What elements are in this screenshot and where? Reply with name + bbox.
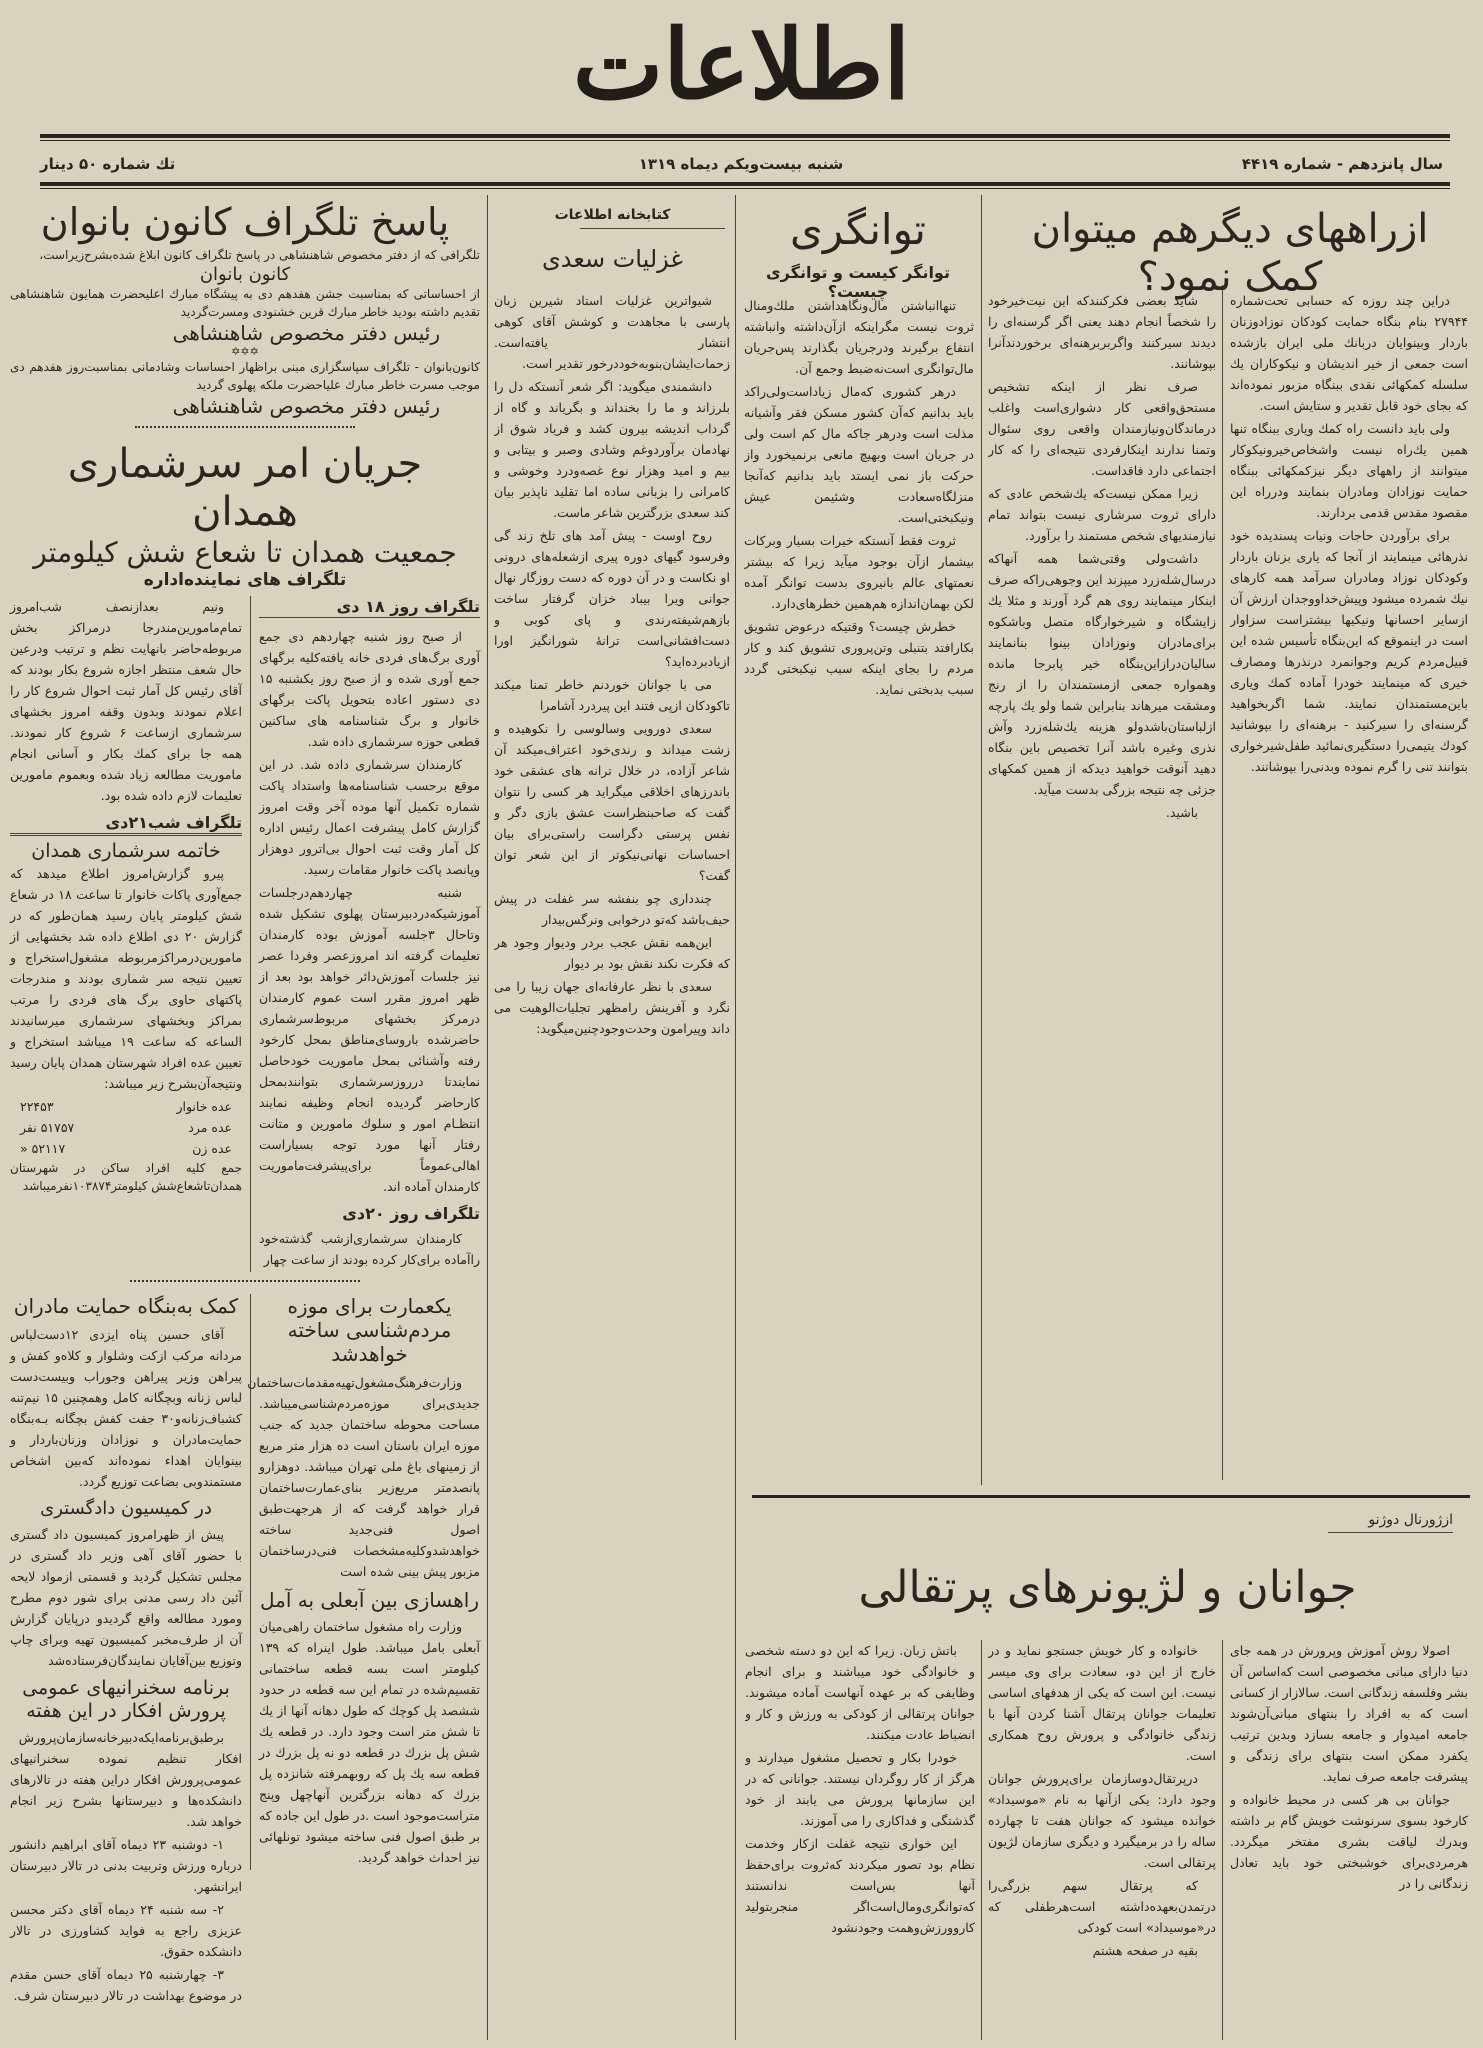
article-hamadan-census xyxy=(10,440,480,1272)
section-title: تلگراف روز ۱۸ دی xyxy=(259,596,480,618)
section-title: خاتمه سرشماری همدان xyxy=(31,840,221,863)
paragraph: برطبق‌برنامه‌ایکه‌دبیرخانه‌سازمان‌پرورش افکار تنظیم نموده سخنرانیهای عمومی‌پرورش افکار دراین هفته در تالارهای دانشکده‌ها و دبیرستانها بشرح زیر انجام خواهد شد. xyxy=(10,1729,242,1829)
headline: توانگری xyxy=(790,205,926,254)
paragraph: خودرا بکار و تحصیل مشغول میدارند و هرگز از کار روگردان نیستند. جوانانی که در این سازمانها پرورش می یابند از خود گذشتگی و فداکاری را می آموزند. xyxy=(745,1750,975,1828)
paragraph: درپرتقال‌دوسازمان برای‌پرورش جوانان وجود دارد: یکی ازآنها به نام «موسیداد» خوانده میشود که جوانان هفت تا چهارده ساله را در برمیگیرد و دیگری سازمان لژیون پرتقالی است. xyxy=(988,1771,1216,1870)
article-column xyxy=(250,596,480,1272)
paragraph: باشید. xyxy=(1165,805,1198,820)
issue-date: شنبه بیست‌ویکم دیماه ۱۳۱۹ xyxy=(638,155,844,173)
paragraph: که پرتقال سهم بزرگی‌را درتمدن‌بعهده‌داشته است‌هرطفلی که در«موسیداد» است کودکی xyxy=(988,1878,1216,1935)
addressee: کانون بانوان xyxy=(199,263,291,285)
paragraph: دراین چند روزه که حسابی تحت‌شماره ۲۷۹۴۴ بنام بنگاه حمایت کودکان نوزادوزنان باردار وبینوایان دربانك ملی ایران بازشده است جمعی از خیر اندیشان و نیکوکاران یك سلسله کمکهائی نقدی ببنگاه مزبور نموده‌اند که بجای خود قابل تقدیر و ستایش است. xyxy=(1230,293,1468,413)
headline: ازراههای دیگرهم میتوان کمک نمود؟ xyxy=(1031,206,1429,300)
paragraph: بقیه در صفحه هشتم xyxy=(1092,1943,1198,1958)
paragraph: ونیم بعدازنصف شب‌امروز تمام‌مامورین‌مندرجا درمراکز بخش مربوطه‌حاضر بانهایت نظم و ترتیب ودرعین حال شعف منتظر اجازه شروع بکار بودند که آقای رئیس کل آمار ثبت احوال شروع کار را اعلام نمودند وبدون وقفه امروز بخشهای سرشماری ازساعت ۶ شروع کار نمودند. همه جا برای کمك بکار و آسانی انجام ماموریت مطالعه زیاد شده وبعموم مامورین تعلیمات لازم داده شده بود. xyxy=(10,599,242,804)
telegram-body xyxy=(259,626,480,1197)
paragraph: خطرش چیست؟ وقتیکه درعوض تشویق بکارافتد بتنبلی وتن‌پروری تشویق کند و کار مردم را بجای اینکه سبب نیکبختی گردد سبب بدبختی نماید. xyxy=(744,619,974,697)
paragraph: اصولا روش آموزش وپرورش در همه جای دنیا دارای مبانی مخصوصی است که‌اساس آن بشر وفلسفه زندگانی است. سالازار از کسانی است که به افراد را بنتهای مبانی‌آن‌شوند جامعه امیدوار و جامعه بسازد وبدین ترتیب یکفرد ممکن است بنتهای برای زندگی و پیشرفت جامعه صرف نماید. xyxy=(1230,1643,1468,1784)
stat-label: عده زن xyxy=(192,1141,232,1157)
paragraph: درهر کشوری که‌مال زیاداست‌ولی‌راکد باید بدانیم که‌آن کشور مسکن فقر وآشیانه مذلت است ودرهر جاکه مال کم است ولی در جریان است وبهیچ مانعی برنمیخورد واز حرکت باز نمی ایستد باید بدانیم که‌آنجا منزلگاه‌سعادت وشئیمن عیش ونیکبختی‌است. xyxy=(744,384,974,525)
paragraph: شیواترین غزلیات استاد شیرین زبان پارسی با مجاهدت و کوشش آقای کوهی انتشار یافته‌است. زحمات‌ایشان‌بنوبه‌خوددرخور تقدیر است. xyxy=(494,293,730,371)
bottom-left-columns xyxy=(10,1294,480,2007)
stat-row xyxy=(10,1117,242,1138)
headline: جریان امر سرشماری همدان xyxy=(67,441,423,536)
separator: ✡✡✡ xyxy=(231,345,259,359)
telegram-body xyxy=(10,596,242,806)
census-stats xyxy=(10,1096,242,1159)
stat-label: عده خانوار xyxy=(176,1099,232,1115)
column-divider xyxy=(981,195,982,1485)
paragraph: پیرو گزارش‌امروز اطلاع میدهد که جمع‌آوری پاکات خانوار تا ساعت ۱۸ در شعاع شش کیلومتر پایان رسید همان‌طور که در گزارش ۲۰ دی اطلاع داده شد بخشهایی از مامورین‌درمراکزمربوطه مشغول‌استخراج و تعیین نتیجه سر شماری بودند و مندرجات پاکتهای حاوی برگ های فردی را مرتب بمراکز وبخشهای سرشماری میرسانیدند الساعه که ساعت ۱۹ میباشد استخراج و تعیین عده افراد شهرستان همدان پایان رسید ونتیجه‌آن‌بشرح زیر میباشد: xyxy=(10,866,243,1092)
paragraph: باتش زبان. زیرا که این دو دسته شخصی و خانوادگی خود میباشند و برای انجام وظایفی که بر عهده آنهاست آماده میشوند. جوانان پرتقالی از کودکی به ورزش و کار و انضباط عادت میکنند. xyxy=(745,1643,975,1742)
article-body xyxy=(259,1616,480,1868)
byline: تلگراف های نماینده‌اداره xyxy=(143,569,347,590)
paragraph: تنهاانباشتن مال‌ونگاهداشتن ملك‌ومنال ثروت نیست مگراینکه ازآن‌داشته وانباشته انتفاع برگیرند ودرجریان بگذارند پس‌جریان مال‌توانگری است‌نه‌ضبط وجمع آن. xyxy=(744,298,974,376)
paragraph: پیش از ظهرامروز کمیسیون داد گستری با حضور آقای آهی وزیر داد گستری در مجلس تشکیل گردید و قسمتی ازمواد لایحه آئین داد رسی مدنی برای شور دوم مطرح ومورد مطالعه واقع گردیدو درپایان گزارش آن از طرف‌مخبر کمیسیون تهیه وبرای چاپ وتوزیع بین‌آقایان نمایندگان‌فرستاده‌شد xyxy=(10,1526,242,1668)
stat-row xyxy=(10,1138,242,1159)
telegram-body: از احساساتی که بمناسبت جشن هفدهم دی به پیشگاه مبارك اعلیحضرت همایون شاهنشاهی تقدیم داشته بودید خاطر مبارك قرین خشنودی ومسرت‌گردید xyxy=(10,287,480,320)
article-column xyxy=(745,1640,975,2040)
column-divider xyxy=(735,195,736,2040)
paragraph: دانشمندی میگوید: اگر شعر آنستکه دل را بلرزاند و ما را بخنداند و بگریاند و گاه از گرداب اندیشه بیرون کشد و فریاد شوق از نهادمان برآوردوغم وشادی وصبر و بیتابی و بیم و امید وهزار نوع غصه‌ودرد وخوشی و کامرانی را بزبانی ساده اما تقلید ناپذیر بیان کند سعدی بزرگترین شاعر ماست. xyxy=(494,379,730,520)
stat-label: عده مرد xyxy=(188,1120,232,1136)
column-divider xyxy=(1222,1640,1223,2040)
headline: برنامه سخنرانیهای عمومی پرورش افکار در این هفته xyxy=(22,1676,230,1722)
article-column xyxy=(10,596,250,1195)
census-total: جمع کلیه افراد ساکن در شهرستان همدان‌تاشعاع‌شش کیلومتر۱۰۳۸۷۴نفرمیباشد xyxy=(10,1161,242,1194)
issue-number: سال پانزدهم - شماره ۴۴۱۹ xyxy=(1241,155,1443,173)
paragraph: خانواده و کار خویش جستجو نماید و در خارج از این دو، سعادت برای وی میسر نیست. این است که یکی از هدفهای اساسی تعلیمات جوانان پرتقال آشنا کردن آنها با زندگی خانوادگی و پرورش روح همکاری است. xyxy=(988,1643,1216,1763)
article-mothers-justice-lectures xyxy=(10,1294,250,2007)
telegram-body xyxy=(259,1228,480,1270)
paragraph: شنبه چهاردهم‌درجلسات آموزشیکه‌دردبیرستان پهلوی تشکیل شده وتاحال ۳جلسه آموزش بوده کارمندان تعلیمات گرفته اند امروزعصر وفردا عصر نیز جلسات آموزش‌دائر خواهد بود بعد از ظهر امروز مقرر است عموم کارمندان درمرکز بخشهای مربوط‌سرشماری حاضرشده باروسای‌مناطق بمحل کارخود رفته وآشنائی بمحل ماموریت خودحاصل نمایندتا درروزسرشماری بتوانند‌بمحل کارحاضر گردیده انجام وظیفه نمایند انتظـام امور و سلوك مامورین و متانت رفتار آنها مورد توجه بسیاراست اهالی‌عموماً برای‌پیشرفت‌ماموریت کارمندان آماده اند. xyxy=(259,885,480,1195)
article-women-telegram xyxy=(10,200,480,418)
paragraph: ۲- سه شنبه ۲۴ دیماه آقای دکتر محسن عزیزی راجع به فواید کشاورزی در تالار دانشکده حقوق. xyxy=(10,1901,242,1959)
newspaper-logo: اطلاعات xyxy=(572,8,911,121)
article-body xyxy=(10,1524,242,1671)
article-body xyxy=(247,1372,480,1582)
paragraph: می با جوانان خوردنم خاطر تمنا میکند تاکودکان ازپی فتند این پیردرد آشامرا xyxy=(494,677,730,713)
article-column xyxy=(988,290,1216,1485)
subheadline: جمعیت همدان تا شعاع شش کیلومتر xyxy=(33,536,457,570)
census-columns xyxy=(10,596,480,1272)
signature: رئیس دفتر مخصوص شاهنشاهی xyxy=(172,321,440,346)
paragraph: ۱- دوشنبه ۲۳ دیماه آقای ابراهیم دانشور درباره ورزش وتربیت بدنی در تالار دبیرستان ایرانشهر. xyxy=(10,1836,242,1894)
article-column xyxy=(988,1640,1216,2040)
article-body xyxy=(10,1727,242,2006)
signature: رئیس دفتر مخصوص شاهنشاهی xyxy=(172,394,440,419)
column-divider xyxy=(981,1640,982,2040)
paragraph: ثروت فقط آنستکه خیرات بسیار وبرکات بیشمار ازآن بوجود میآید زیرا که بیشتر نعمتهای عالم بانیروی بدست توانگر آمده لکن بهمان‌اندازه هم‌همین خطرهای‌دارد. xyxy=(744,533,974,611)
issue-price: تك شماره ۵۰ دینار xyxy=(40,155,176,173)
paragraph: زیرا ممکن نیست‌که یك‌شخص عادی که دارای ثروت سرشاری نیست بتواند تمام نیازمندیهای شخص مستمند را برآورد. xyxy=(988,486,1216,543)
paragraph: آقای حسین پناه ایزدی ۱۲دست‌لباس مردانه مرکب ازکت وشلوار و کلاه‌و کفش و پیراهن وزیر پیراهن وجوراب وبیست‌دست لباس زنانه وبچگانه کامل وهمچنین ۱۵ نیم‌تنه کشباف‌زنانه‌و۳۰ جفت کفش بچگانه بـه‌بنگاه حمایت‌مادران و نوزادان وزنان‌باردار و بینوایان اهداء نموده‌اند که‌بین اشخاص مستمندوبی بضاعت توزیع گردد. xyxy=(10,1327,243,1490)
paragraph: وزارت راه مشغول ساختمان راهی‌میان آبعلی بامل میباشد. طول اینراه که ۱۳۹ کیلومتر است بسه قطعه ساختمانی تقسیم‌شده در تمام این سه قطعه در حدود ششصد پل کوچك که طول دهانه آنها از یك تا شش متر است وجود دارد. در قطعه یك شش پل بزرك در قطعه دو نه پل بزرك در قطعه سه یك پل که روبهمرفته شانزده پل بزرك که دهانه بزرگترین آنهاچهل وپنج متراست‌موجود است .در طول این جاده که بر طبق اصول فنی ساخته میشود تونلهائی نیز احداث خواهد گردید. xyxy=(259,1619,480,1866)
article-body xyxy=(10,1324,242,1492)
article-body xyxy=(744,295,974,1485)
telegram-body xyxy=(10,863,242,1094)
paragraph: روح اوست - پیش آمد های تلخ زند گی وفرسود گیهای دوره پیری ازشعله‌های درونی او نکاست و در آن دوره که دست روزگار نهال جوانی ویرا بیباد خزان گرفتار ساخت بازهم‌شیفته‌رندی و پای کوبی و دست‌افشانی‌است ترانهٔ شورانگیز اورا ازیادبرده‌اید؟ xyxy=(494,528,730,669)
headline: جوانان و لژیونرهای پرتقالی xyxy=(858,1562,1357,1613)
masthead-rule-top xyxy=(40,134,1450,141)
article-column xyxy=(1230,1640,1468,2040)
headline: در کمیسیون دادگستری xyxy=(40,1498,212,1520)
stat-value: ۵۲۱۱۷ « xyxy=(20,1141,66,1157)
paragraph: این‌همه نقش عجب بردر ودیوار وجود هر که فکرت نکند نقش بود بر دیوار xyxy=(494,935,730,971)
paragraph: برای برآوردن حاجات ونیات پسندیده خود نذرهائی مینمایند از آنجا که یاری بزنان باردار وکودکان نوزاد ومادران سرآمد همه کارهای نیك شمرده میشود وپیش‌خداووجدان ارزش آن ازسایر احسانها ونیکیها بیشتراست سزاوار است در اینموقع که این‌بنگاه تأسیس شده این قبیل‌مردم کریم وجوانمرد درنذرها ومصارف خیری که مینمایند خودرا آماده کمك ویاری باین‌مستمندان نمایند. شما اگربخواهید گرسنه‌ای را سیرکنید - برهنه‌ای را بپوشانید کودك یتیمی‌را دستگیری‌نمائید طفل‌شیرخواری بتوانند تنی را گرم نموده وبدنی‌را بپوشانند. xyxy=(1230,528,1468,774)
headline: یکعمارت برای موزه مردم‌شناسی ساخته خواهدشد xyxy=(287,1294,452,1367)
left-page-area xyxy=(10,200,480,2008)
ornamental-divider xyxy=(135,426,355,434)
paragraph: سعدی دورویی وسالوسی را نکوهیده و زشت میداند و رندی‌خود اعتراف‌میکند آن شاعر آزاده، در خلال ترانه های عشقی خود باندرزهای اخلاقی میگراید هر کسی را نتوان گفت که صاحبنظراست عشق بازی دگر و نفس پرستی دگراست راستی‌برای بیان احساسات نهانی‌نیکوتر از این شعر توان گفت؟ xyxy=(494,721,730,883)
article-body xyxy=(494,290,730,2040)
paragraph: چندداری چو بنفشه سر غفلت در پیش حیف‌باشد که‌تو درخوابی ونرگس‌بیدار xyxy=(494,891,730,927)
article-museum-road xyxy=(247,1294,480,1870)
telegram-body: کانون‌بانوان - تلگراف سپاسگزاری مبنی براظهار احساسات وشادمانی بمناسبت‌روز هفدهم دی موجب مسرت خاطر مبارك علیاحضرت ملکه پهلوی گردید xyxy=(10,360,480,393)
stat-row xyxy=(10,1096,242,1117)
section-kicker: ازژورنال دوژنو xyxy=(1328,1512,1453,1533)
paragraph: کارمندان سرشماری‌ازشب گذشته‌خود راآماده برای‌کار کرده بودند از ساعت چهار xyxy=(259,1231,480,1268)
section-title: تلگراف روز ۲۰دی xyxy=(342,1204,480,1224)
kicker-rule xyxy=(580,228,725,229)
stat-value: ۲۲۴۵۳ xyxy=(20,1099,54,1115)
paragraph: داشت‌ولی وقتی‌شما همه آنهاکه درسال‌شله‌زرد میپزند این وجوهی‌راکه صرف اینکار مینمایند روی هم گرد آورند و مثلا یك زایشگاه و شیرخوارگاه متصل وباشکوه برای‌مادران ونوزادان بینوا بنانمایند سالیان‌درازاین‌بنگاه خیر پابرجا مانده وهمواره جمعی ازمستمندان را از رنج ومشقت میرهاند بنابراین شما ولو یك پارچه ازلباستان‌باشدولو هزینه یك‌شله‌زرد وآش نذری وغیره باشد آنرا تخصیص باین بنگاه دهید آنوقت خواهید دیدکه از همین کمکهای جزئی چه نتیجه بزرگی بدست میآید. xyxy=(988,551,1216,797)
paragraph: صرف نظر از اینکه تشخیص مستحق‌واقعی کار دشواری‌است واغلب درماندگان‌ونیازمندان واقعی روی سئوال وتمنا ندارند اینکارفردی نتیجه‌ای را که کار اجتماعی دارد فاقداست. xyxy=(988,379,1216,478)
headline: راهسازی بین آبعلی به آمل xyxy=(259,1588,480,1613)
headline: غزلیات سعدی xyxy=(542,245,683,273)
section-kicker: کتابخانه اطلاعات xyxy=(554,207,671,223)
section-rule xyxy=(752,1495,1470,1498)
column-divider xyxy=(1222,285,1223,1480)
section-title: تلگراف شب۲۱دی xyxy=(10,812,242,836)
paragraph: وزارت‌فرهنگ‌مشغول‌تهیه‌مقدمات‌ساختمان جدیدی‌برای موزه‌مردم‌شناسی‌میباشد. مساحت محوطه ساختمان جدید که جنب موزه ایران باستان است ده هزار متر مربع از زمینهای باغ ملی تهران میباشد. دوهزارو پانصدمتر مربع‌زیر بنای‌عمارت‌ساختمان قرار خواهد گرفت که از هرجهت‌طبق اصول فنی‌جدید ساخته خواهدشدوکلیه‌مشخصات فنی‌درساختمان مزبور پیش بینی شده است xyxy=(247,1375,480,1580)
column-divider xyxy=(487,195,488,2040)
article-column xyxy=(1230,290,1468,1485)
headline: کمک به‌بنگاه حمایت مادران xyxy=(13,1294,239,1319)
paragraph: این خواری نتیجه غفلت ازکار وخدمت نظام بود تصور میکردند که‌ثروت برای‌حفظ آنها بس‌است ندانستند که‌توانگری‌و‌مال‌است‌اگر منجربتولید کاروورزش‌وهمت وجودنشود xyxy=(745,1836,975,1935)
paragraph: سعدی با نظر عارفانه‌ای جهان زیبا را می نگرد و آفرینش رامظهر تجلیات‌الوهیت می داند وپیرامون وحدت‌وجودچنین‌میگوید: xyxy=(494,979,730,1036)
intro: تلگرافی که از دفتر مخصوص شاهنشاهی در پاسخ تلگراف کانون ابلاغ شده‌بشرح‌زیراست، xyxy=(39,247,480,262)
ornamental-divider xyxy=(130,1280,360,1288)
paragraph: از صبح روز شنبه چهاردهم دی جمع آوری برگ‌های فردی خانه یافته‌کلیه برگهای جمع آوری شده و از صبح روز یکشنبه ۱۵ دی دستور اعاده بتحویل پاکت برگهای خانوار و برگ شناسنامه های ساکنین قطعی حوزه سرشماری داده شد. xyxy=(259,629,480,750)
paragraph: ۳- چهارشنبه ۲۵ دیماه آقای حسن مقدم در موضوع بهداشت در تالار دبیرستان شرف. xyxy=(10,1966,242,2003)
paragraph: شاید بعضی فکرکنندکه این نیت‌خیرخود را شخصاً انجام دهند یعنی اگر گرسنه‌ای را دیدند سیرکنند واگربربرهنه‌ای برخوردندآنرا بپوشانند. xyxy=(988,293,1216,371)
masthead-rule-bottom xyxy=(40,182,1450,189)
headline: پاسخ تلگراف کانون بانوان xyxy=(40,200,450,244)
subheadline: توانگر کیست و توانگری چیست؟ xyxy=(766,263,950,302)
paragraph: کارمندان سرشماری داده شد. در این موقع برحسب شناسنامه‌ها واستداد پاکت شماره تکمیل آنها موده آخر وقت امروز گزارش کامل پیشرفت اعمال رئیس اداره کل آمار وقت ثبت احوال بی‌اترور دوهزار وپانصد پاکت خانوار مقامات رسید. xyxy=(259,757,480,878)
stat-value: ۵۱۷۵۷ نفر xyxy=(20,1120,75,1136)
paragraph: جوانان بی هر کسی در محیط خانواده و کارخود بسوی سرنوشت خویش گام بر داشته وبدرك لیاقت بشری مفتخر میگردد. هرمردی‌برای خوشبختی خود باید تعادل زندگانی را در xyxy=(1230,1792,1468,1891)
paragraph: ولی باید دانست راه کمك ویاری ببنگاه تنها همین یك‌راه نیست واشخاص‌خیرونیکوکار میتوانند از راههای دیگر نیزکمکهائی ببنگاه حمایت نوزادان ومادران بنمایند ودرراه این مقصود مقدس قدمی بردارند. xyxy=(1230,421,1468,520)
